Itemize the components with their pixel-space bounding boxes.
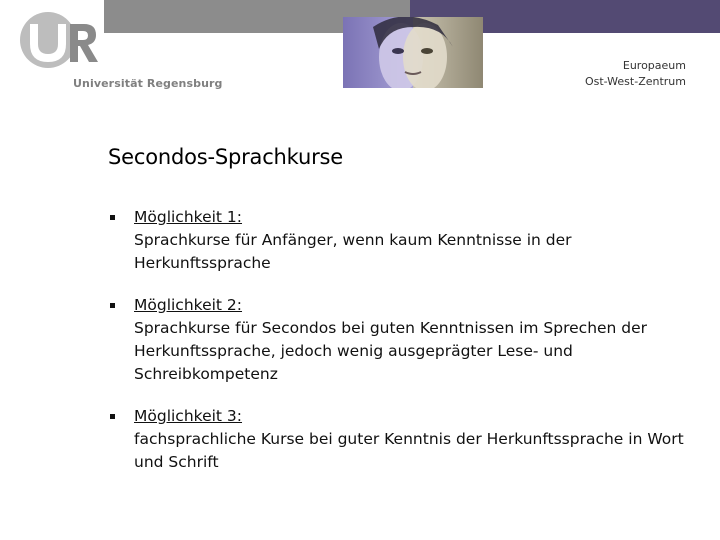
- option-list: [110, 206, 690, 474]
- slide-title: Secondos-Sprachkurse: [108, 145, 343, 169]
- institute-line-2: Ost-West-Zentrum: [584, 75, 686, 88]
- list-item: [110, 206, 690, 275]
- bullet-icon: [110, 215, 115, 220]
- option-heading: Möglichkeit 2:: [134, 296, 243, 314]
- header-portrait-image: [343, 17, 483, 88]
- university-logo-mark: [18, 8, 108, 72]
- institute-name: [585, 58, 686, 90]
- university-name: Universität Regensburg: [73, 77, 223, 90]
- list-item: [110, 405, 690, 474]
- option-heading: Möglichkeit 3:: [134, 407, 243, 425]
- institute-line-1: Europaeum: [622, 59, 686, 72]
- option-description: fachsprachliche Kurse bei guter Kenntnis der Herkunftssprache in Wort und Schrift: [134, 430, 684, 471]
- university-logo: [18, 8, 223, 94]
- option-description: Sprachkurse für Secondos bei guten Kenntnissen im Sprechen der Herkunftssprache, jedoch wenig ausgeprägter Lese- und Schreibkompetenz: [134, 319, 648, 383]
- bullet-icon: [110, 414, 115, 419]
- option-heading: Möglichkeit 1:: [134, 208, 243, 226]
- list-item: [110, 294, 690, 386]
- bullet-icon: [110, 303, 115, 308]
- option-description: Sprachkurse für Anfänger, wenn kaum Kenntnisse in der Herkunftssprache: [134, 231, 572, 272]
